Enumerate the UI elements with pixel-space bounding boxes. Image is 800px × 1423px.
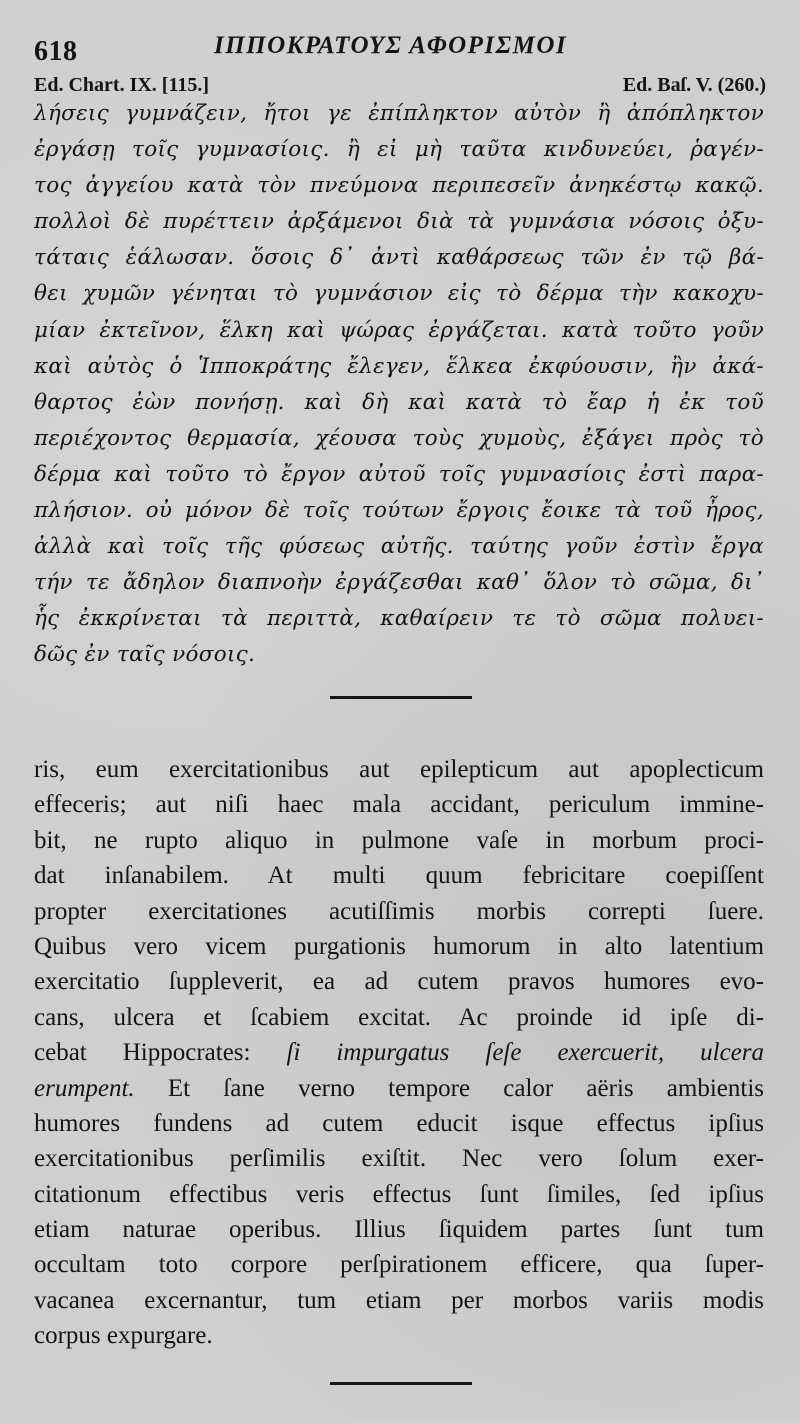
greek-text-line: τος ἀγγείου κατὰ τὸν πνεύμονα περιπεσεῖν ἀνηκέστῳ κακῷ. [34, 173, 764, 199]
latin-text-line: ris, eum exercitationibus aut epilepticum aut apoplecticum [34, 756, 764, 783]
latin-text-line: humores fundens ad cutem educit isque effectus ipſius [34, 1109, 764, 1137]
greek-text-line: καὶ αὐτὸς ὁ Ἱπποκράτης ἔλεγεν, ἕλκεα ἐκφύουσιν, ἢν ἀκά- [34, 353, 764, 379]
section-divider-rule [330, 1382, 472, 1385]
page-number: 618 [34, 36, 78, 67]
greek-text-line: ἐργάσῃ τοῖς γυμνασίοις. ἢ εἰ μὴ ταῦτα κινδυνεύει, ῥαγέν- [34, 137, 764, 163]
latin-text-line: effeceris; aut niſi haec mala accidant, periculum immine- [34, 791, 764, 819]
latin-text-line: exercitationibus perſimilis exiſtit. Nec vero ſolum exer- [34, 1145, 764, 1173]
latin-text-line: citationum effectibus veris effectus ſunt ſimiles, ſed ipſius [34, 1180, 764, 1208]
latin-text-line [34, 1071, 764, 1106]
greek-text-line: τάταις ἑάλωσαν. ὅσοις δ᾽ ἀντὶ καθάρσεως τῶν ἐν τῷ βά- [34, 245, 764, 271]
section-divider-rule [330, 696, 472, 699]
greek-text-line: θει χυμῶν γένηται τὸ γυμνάσιον εἰς τὸ δέρμα τὴν κακοχυ- [34, 281, 764, 307]
greek-text-line: μίαν ἐκτεῖνον, ἕλκη καὶ ψώρας ἐργάζεται. κατὰ τοῦτο γοῦν [34, 317, 764, 343]
latin-quotation-italic: erumpent. [34, 1074, 135, 1102]
edition-reference-basel: Ed. Baſ. V. (260.) [622, 74, 766, 96]
edition-reference-chartier: Ed. Chart. IX. [115.] [34, 74, 210, 96]
latin-text-line: etiam naturae operibus. Illius ſiquidem partes ſunt tum [34, 1216, 764, 1244]
running-title: ΙΠΠΟΚΡΑΤΟΥΣ ΑΦΟΡΙΣΜΟΙ [214, 32, 568, 59]
greek-text-line: περιέχοντος θερμασία, χέουσα τοὺς χυμοὺς, ἐξάγει πρὸς τὸ [34, 425, 764, 451]
latin-text-block [34, 752, 764, 1354]
greek-text-line: πλήσιον. οὐ μόνον δὲ τοῖς τούτων ἔργοις ἔοικε τὰ τοῦ ἦρος, [34, 498, 764, 524]
latin-text-line: occultam toto corpore perſpirationem efficere, qua ſuper- [34, 1251, 764, 1279]
greek-text-line: τήν τε ἄδηλον διαπνοὴν ἐργάζεσθαι καθ᾽ ὅλον τὸ σῶμα, δι᾽ [34, 570, 764, 596]
greek-text-line: πολλοὶ δὲ πυρέττειν ἀρξάμενοι διὰ τὰ γυμνάσια νόσοις ὀξυ- [34, 209, 764, 235]
latin-text-segment: cebat Hippocrates: [34, 1039, 251, 1067]
greek-text-line: λήσεις γυμνάζειν, ἤτοι γε ἐπίπληκτον αὐτὸν ἢ ἀπόπληκτον [34, 101, 764, 126]
latin-text-segment: Et ſane verno tempore calor aëris ambientis [167, 1074, 765, 1102]
latin-text-line: exercitatio ſuppleverit, ea ad cutem pravos humores evo- [34, 968, 764, 996]
greek-text-line: δῶς ἐν ταῖς νόσοις. [34, 642, 256, 668]
greek-text-line: ἀλλὰ καὶ τοῖς τῆς φύσεως αὐτῆς. ταύτης γοῦν ἐστὶν ἔργα [34, 534, 764, 560]
page-header [34, 30, 766, 70]
latin-text-line [34, 1035, 764, 1070]
greek-text-block [34, 96, 764, 674]
latin-quotation-italic: ſi impurgatus ſeſe exercuerit, ulcera [286, 1039, 765, 1067]
latin-text-line: cans, ulcera et ſcabiem excitat. Ac proinde id ipſe di- [34, 1003, 764, 1031]
latin-text-line: bit, ne rupto aliquo in pulmone vaſe in morbum proci- [34, 826, 764, 854]
latin-text-line: dat inſanabilem. At multi quum febricitare coepiſſent [34, 862, 764, 890]
latin-text-line: vacanea excernantur, tum etiam per morbos variis modis [34, 1286, 764, 1314]
greek-text-line: ἧς ἐκκρίνεται τὰ περιττὰ, καθαίρειν τε τὸ σῶμα πολυει- [34, 606, 764, 632]
latin-text-line: Quibus vero vicem purgationis humorum in alto latentium [34, 932, 764, 960]
greek-text-line: δέρμα καὶ τοῦτο τὸ ἔργον αὐτοῦ τοῖς γυμνασίοις ἐστὶ παρα- [34, 461, 764, 487]
latin-text-line: propter exercitationes acutiſſimis morbis correpti ſuere. [34, 897, 764, 925]
greek-text-line: θαρτος ἐὼν πονήσῃ. καὶ δὴ καὶ κατὰ τὸ ἔαρ ἡ ἐκ τοῦ [34, 389, 764, 415]
latin-text-line: corpus expurgare. [34, 1322, 213, 1350]
